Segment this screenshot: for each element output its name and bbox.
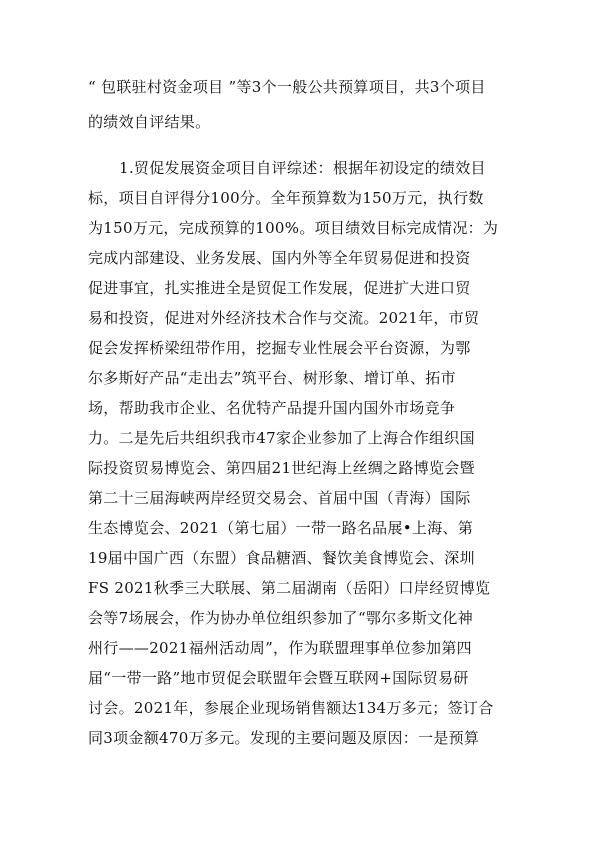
text-line-12: 力。二是先后共组织我市47家企业参加了上海合作组织国 [88,429,475,447]
text-line-21: 讨会。2021年，参展企业现场销售额达134万多元；签订合 [88,699,494,717]
text-line-15: 生态博览会、2021（第七届）一带一路名品展•上海、第 [88,519,474,537]
text-line-19: 州行——2021福州活动周”，作为联盟理事单位参加第四 [88,639,472,657]
text-line-20: 届“一带一路”地市贸促会联盟年会暨互联网+国际贸易研 [88,669,469,687]
text-line-11: 场，帮助我市企业、名优特产品提升国内国外市场竞争 [88,399,456,417]
text-line-14: 第二十三届海峡两岸经贸交易会、首届中国（青海）国际 [88,489,471,507]
text-line-2: 的绩效自评结果。 [88,113,211,131]
text-line-18: 会等7场展会，作为协办单位组织参加了“鄂尔多斯文化神 [88,609,474,627]
text-line-7: 促进事宜，扎实推进全是贸促工作发展，促进扩大进口贸 [88,279,471,297]
text-line-17: FS 2021秋季三大联展、第二届湖南（岳阳）口岸经贸博览 [88,579,491,597]
text-line-13: 际投资贸易博览会、第四届21世纪海上丝绸之路博览会暨 [88,459,475,477]
text-line-9: 促会发挥桥梁纽带作用，挖掘专业性展会平台资源，为鄂 [88,339,471,357]
text-line-8: 易和投资，促进对外经济技术合作与交流。2021年，市贸 [88,309,480,327]
text-line-22: 同3项金额470万多元。发现的主要问题及原因：一是预算 [88,729,480,747]
text-line-3: 1.贸促发展资金项目自评综述：根据年初设定的绩效目 [119,159,486,177]
text-line-1: “ 包联驻村资金项目 ”等3个一般公共预算项目，共3个项目 [88,78,486,96]
text-line-5: 为150万元，完成预算的100%。项目绩效目标完成情况：为 [88,219,499,237]
text-line-4: 标，项目自评得分100分。全年预算数为150万元，执行数 [88,189,484,207]
text-line-16: 19届中国广西（东盟）食品糖酒、餐饮美食博览会、深圳 [88,549,475,567]
text-line-6: 完成内部建设、业务发展、国内外等全年贸易促进和投资 [88,249,471,267]
text-line-10: 尔多斯好产品“走出去”筑平台、树形象、增订单、拓市 [88,369,456,387]
